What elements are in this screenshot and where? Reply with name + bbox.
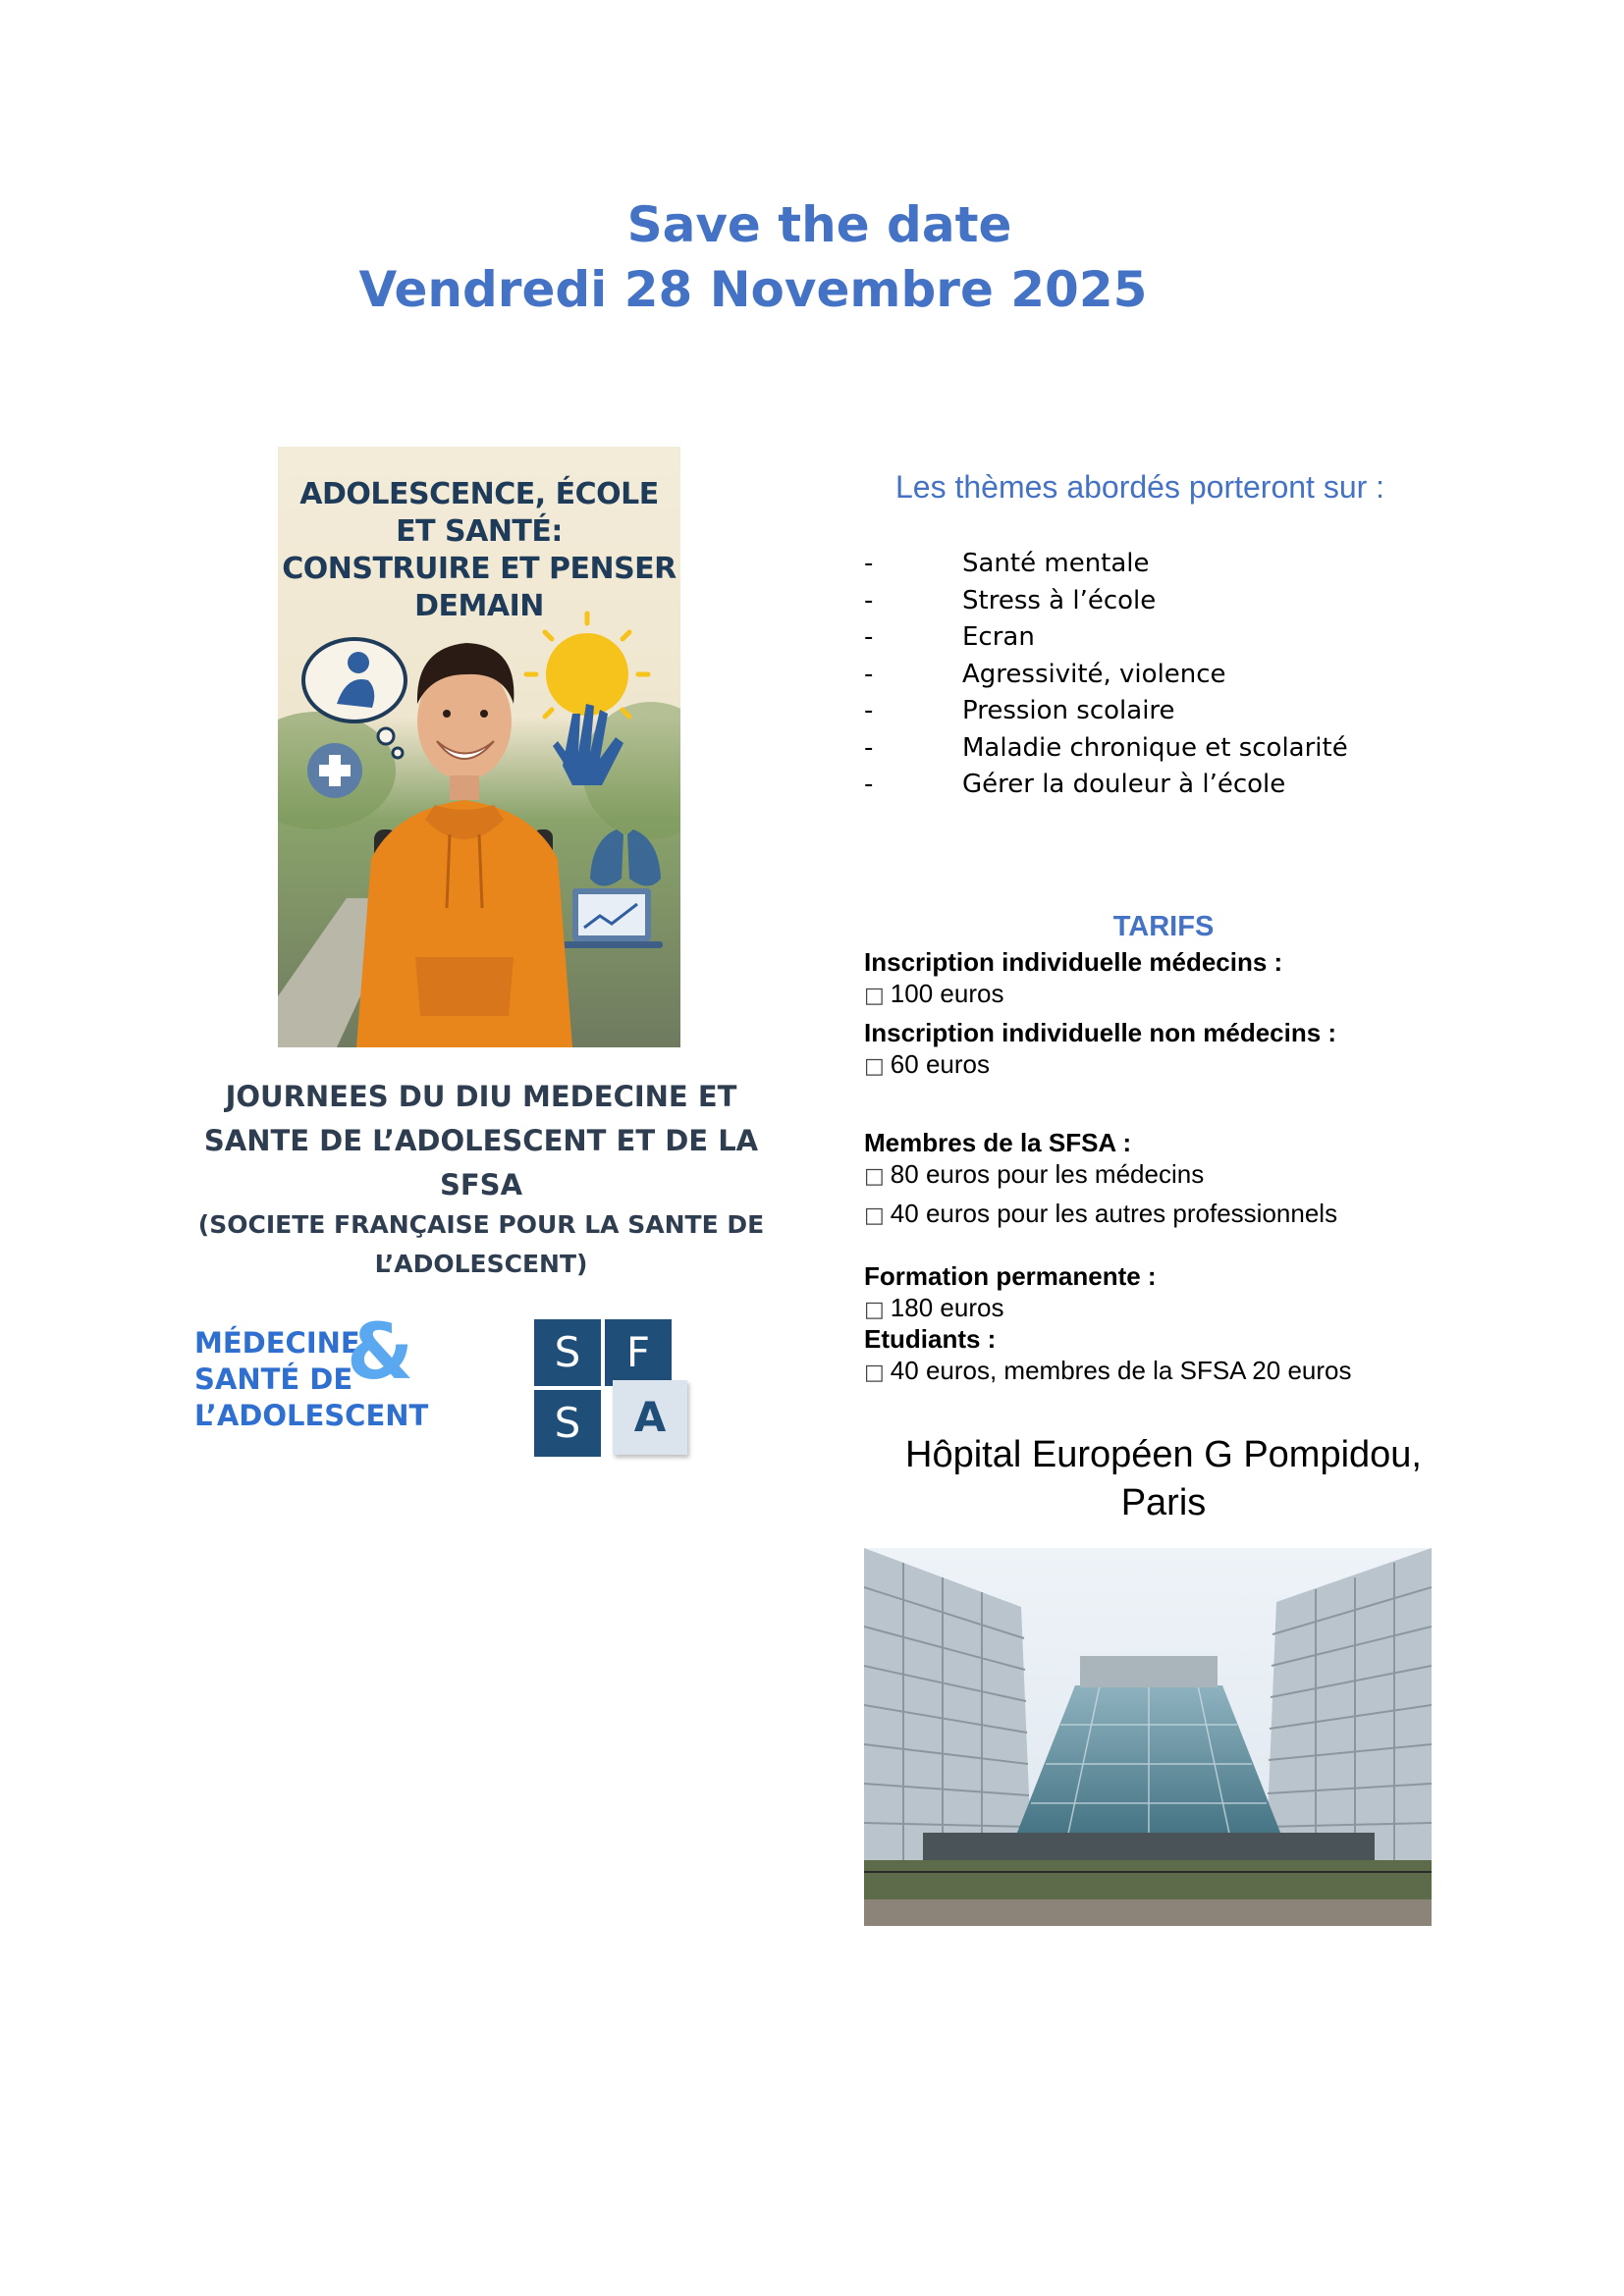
tarif-medecins-price: [864, 978, 1003, 1012]
theme-label: Gérer la douleur à l’école: [962, 770, 1286, 799]
theme-label: Ecran: [962, 622, 1035, 652]
societe-subheading: [196, 1205, 766, 1284]
tarif-membres-value-1: 80 euros pour les médecins: [890, 1159, 1205, 1189]
sfsa-tile-a: A: [613, 1380, 687, 1455]
theme-label: Maladie chronique et scolarité: [962, 732, 1348, 763]
tarif-etudiants-label: Etudiants :: [864, 1324, 997, 1354]
location-line-1: Hôpital Européen G Pompidou,: [905, 1434, 1422, 1475]
themes-list: [864, 546, 1414, 804]
logo-msa-line-1: MÉDECINE: [194, 1326, 360, 1360]
hospital-photo: [864, 1548, 1432, 1926]
theme-label: Santé mentale: [962, 549, 1150, 578]
sfsa-tile-s1: S: [534, 1319, 601, 1386]
list-dash: -: [864, 549, 874, 578]
poster-image: [278, 447, 680, 1047]
logo-msa-line-3: L’ADOLESCENT: [194, 1399, 429, 1432]
list-item: [864, 546, 1414, 583]
tarif-formation-label: Formation permanente :: [864, 1261, 1157, 1291]
sfsa-tile-f: F: [605, 1319, 672, 1386]
list-dash: -: [864, 585, 874, 615]
tarif-medecins-label: Inscription individuelle médecins :: [864, 947, 1283, 977]
poster-title-line-3: CONSTRUIRE ET PENSER: [282, 552, 677, 586]
poster-title-line-1: ADOLESCENCE, ÉCOLE: [299, 477, 659, 511]
list-item: [864, 767, 1414, 804]
checkbox-icon: □: [864, 1298, 885, 1322]
theme-label: Stress à l’école: [962, 585, 1157, 615]
medecine-sante-adolescent-logo: [194, 1308, 430, 1433]
poster-title-line-2: ET SANTÉ:: [396, 514, 563, 549]
save-the-date-heading: [0, 192, 1624, 322]
list-dash: -: [864, 659, 874, 689]
location-heading: [864, 1431, 1463, 1527]
save-the-date-line: Save the date: [626, 196, 1012, 253]
list-dash: -: [864, 732, 874, 763]
tarif-non-medecins-label: Inscription individuelle non médecins :: [864, 1018, 1337, 1047]
list-dash: -: [864, 770, 874, 799]
list-item: [864, 693, 1414, 730]
tarif-membres-price-2: [864, 1198, 1337, 1232]
list-dash: -: [864, 696, 874, 725]
societe-line-1: (SOCIETE FRANÇAISE POUR LA SANTE DE: [197, 1210, 765, 1239]
tarifs-title: TARIFS: [1112, 911, 1215, 942]
location-line-2: Paris: [1120, 1482, 1207, 1523]
themes-title: Les thèmes abordés porteront sur :: [895, 469, 1385, 505]
sfsa-tile-s2: S: [534, 1390, 601, 1457]
checkbox-icon: □: [864, 1203, 885, 1228]
checkbox-icon: □: [864, 1054, 885, 1079]
tarif-formation-price: [864, 1292, 1003, 1326]
list-item: [864, 730, 1414, 768]
logo-msa-line-2: SANTÉ DE: [194, 1362, 353, 1396]
poster-title: [278, 476, 680, 625]
event-date: Vendredi 28 Novembre 2025: [358, 261, 1148, 318]
checkbox-icon: □: [864, 1361, 885, 1385]
list-dash: -: [864, 622, 874, 652]
tarif-membres-label: Membres de la SFSA :: [864, 1128, 1132, 1157]
tarif-non-medecins-value: 60 euros: [890, 1049, 990, 1079]
theme-label: Agressivité, violence: [962, 659, 1226, 689]
list-item: [864, 619, 1414, 657]
logo-ampersand: &: [347, 1308, 414, 1397]
list-item: [864, 657, 1414, 694]
poster-title-line-4: DEMAIN: [414, 589, 544, 623]
tarif-etudiants-price: [864, 1355, 1352, 1389]
tarif-membres-value-2: 40 euros pour les autres professionnels: [890, 1199, 1338, 1228]
list-item: [864, 583, 1414, 620]
societe-line-2: L’ADOLESCENT): [374, 1250, 588, 1278]
tarif-formation-value: 180 euros: [890, 1293, 1004, 1322]
journees-line-3: SFSA: [439, 1168, 523, 1201]
checkbox-icon: □: [864, 1164, 885, 1189]
checkbox-icon: □: [864, 984, 885, 1008]
journees-line-2: SANTE DE L’ADOLESCENT ET DE LA: [203, 1124, 759, 1157]
journees-heading: [196, 1075, 766, 1207]
journees-line-1: JOURNEES DU DIU MEDECINE ET: [225, 1080, 737, 1113]
tarif-etudiants-value: 40 euros, membres de la SFSA 20 euros: [890, 1356, 1352, 1385]
theme-label: Pression scolaire: [962, 696, 1175, 725]
tarif-medecins-value: 100 euros: [890, 979, 1004, 1008]
sfsa-logo: [534, 1319, 699, 1476]
tarif-non-medecins-price: [864, 1048, 990, 1083]
tarif-membres-price-1: [864, 1158, 1204, 1193]
